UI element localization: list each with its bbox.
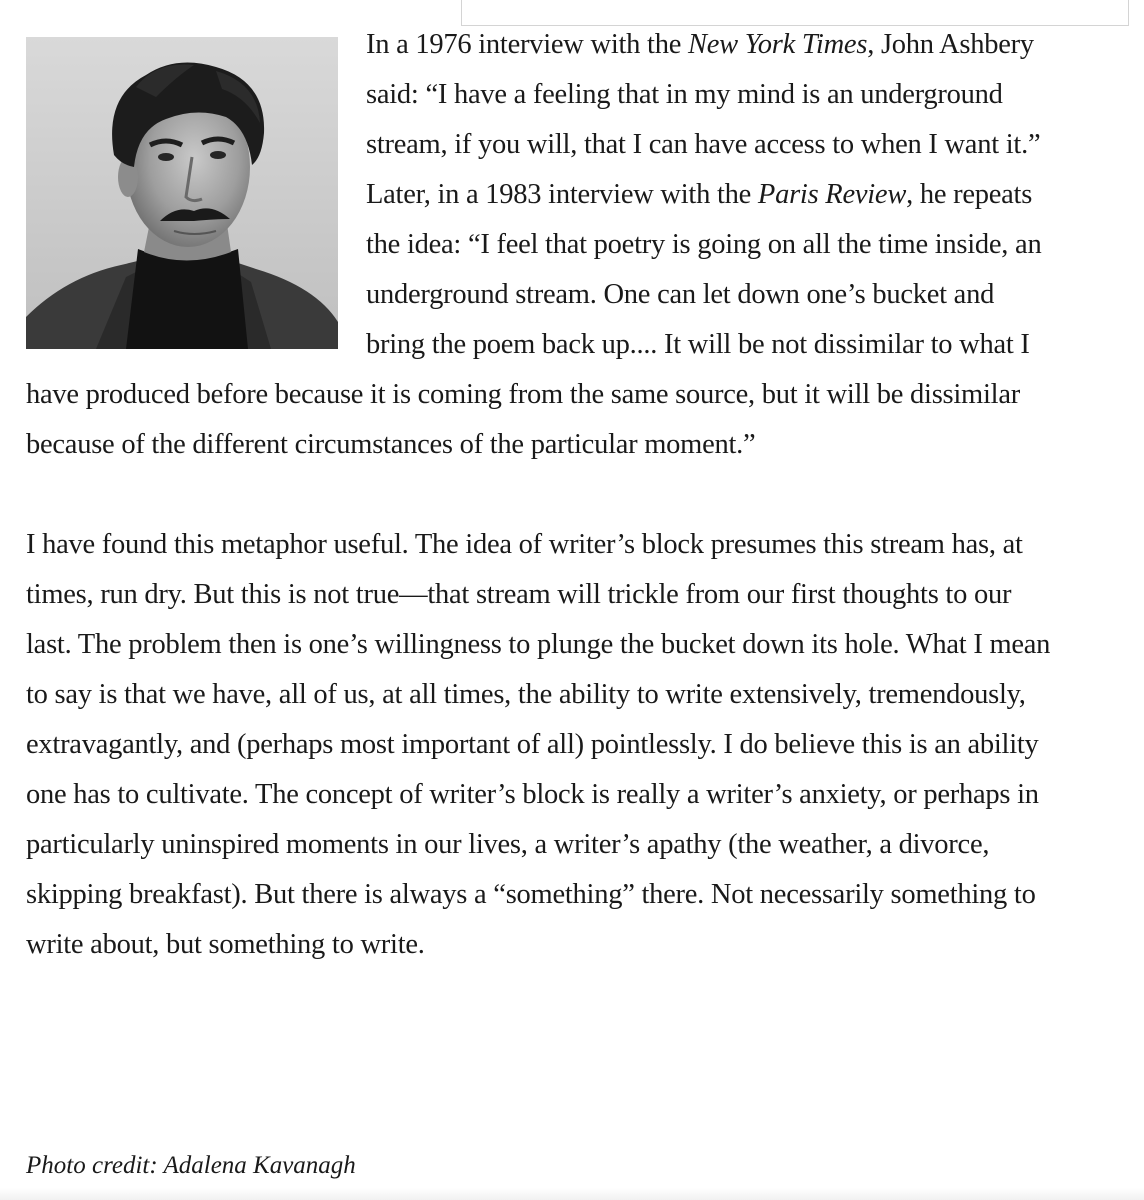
portrait-photo <box>26 37 338 349</box>
publication-name-nyt: New York Times <box>688 29 868 60</box>
p1-run-0: In a 1976 interview with the <box>366 29 689 60</box>
photo-credit: Photo credit: Adalena Kavanagh <box>26 1152 356 1179</box>
article-body <box>26 20 1056 970</box>
publication-name-paris-review: Paris Review <box>757 179 907 210</box>
p1-run-4: , he repeats the idea: “I feel that poetry is going on all the time inside, an underground stream. One can let down one’s bucket and bring the poem back up.... It will be not dissimilar to what I have produced before because it is coming from the same source, but it will be dissimilar because of the different circumstances of the particular moment.” <box>26 179 1042 460</box>
page-bottom-edge <box>0 1188 1144 1200</box>
article-paragraph-2: I have found this metaphor useful. The idea of writer’s block presumes this stream has, at times, run dry. But this is not true—that stream will trickle from our first thoughts to our last. The problem then is one’s willingness to plunge the bucket down its hole. What I mean to say is that we have, all of us, at all times, the ability to write extensively, tremendously, extravagantly, and (perhaps most important of all) pointlessly. I do believe this is an ability one has to cultivate. The concept of writer’s block is really a writer’s anxiety, or perhaps in particularly uninspired moments in our lives, a writer’s apathy (the weather, a divorce, skipping breakfast). But there is always a “something” there. Not necessarily something to write about, but something to write. <box>26 529 1051 960</box>
p1-run-2: , John Ashbery said: “I have a feeling that in my mind is an underground stream, if you will, that I can have access to when I want it.” Later, in a 1983 interview with the <box>366 29 1041 210</box>
author-portrait <box>26 37 338 349</box>
